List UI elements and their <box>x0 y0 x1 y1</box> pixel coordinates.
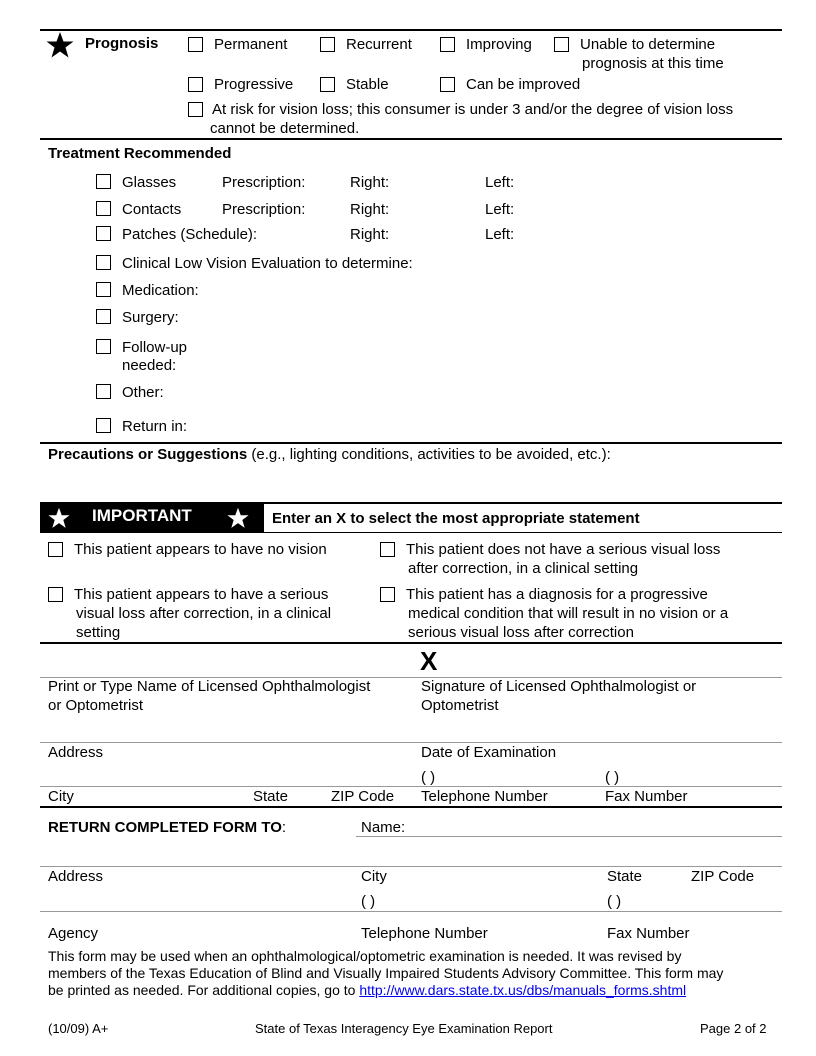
follow-up-label: Follow-up <box>122 339 188 356</box>
form-title: State of Texas Interagency Eye Examination Report <box>255 1021 553 1036</box>
return-form-colon: : <box>281 819 287 836</box>
patches-checkbox[interactable] <box>96 226 111 241</box>
precautions-line <box>48 446 611 464</box>
improving-label: Improving <box>466 36 532 53</box>
contacts-checkbox[interactable] <box>96 201 111 216</box>
star-icon <box>45 31 75 59</box>
recurrent-checkbox[interactable] <box>320 37 335 52</box>
no-serious-loss-label-2: after correction, in a clinical setting <box>408 560 639 577</box>
progressive-checkbox[interactable] <box>188 77 203 92</box>
footer-note-line2: members of the Texas Education of Blind and Visually Impaired Students Advisory Committee. This form may <box>48 965 724 981</box>
return-name-label: Name: <box>361 819 406 836</box>
surgery-checkbox[interactable] <box>96 309 111 324</box>
form-version: (10/09) A+ <box>48 1021 109 1036</box>
glasses-label: Glasses <box>122 174 177 191</box>
city-line <box>40 786 782 787</box>
contacts-left-label: Left: <box>485 201 515 218</box>
return-address-label: Address <box>48 868 104 885</box>
return-fax-label: Fax Number <box>607 925 690 942</box>
progressive-label: Progressive <box>214 76 294 93</box>
section-rule <box>40 138 782 140</box>
serious-loss-label: This patient appears to have a serious <box>74 586 329 603</box>
section-rule <box>40 642 782 644</box>
medication-checkbox[interactable] <box>96 282 111 297</box>
return-in-label: Return in: <box>122 418 188 435</box>
progressive-diagnosis-label: This patient has a diagnosis for a progressive <box>406 586 708 603</box>
surgery-label: Surgery: <box>122 309 179 326</box>
footer-note-line3 <box>48 982 686 999</box>
follow-up-label-2: needed: <box>122 357 177 374</box>
serious-loss-checkbox[interactable] <box>48 587 63 602</box>
other-checkbox[interactable] <box>96 384 111 399</box>
patches-left-label: Left: <box>485 226 515 243</box>
fax-label: Fax Number <box>605 788 688 805</box>
star-icon <box>47 507 71 529</box>
important-instruction: Enter an X to select the most appropriate statement <box>272 510 640 527</box>
can-be-improved-label: Can be improved <box>466 76 581 93</box>
telephone-area-code: ( ) <box>421 769 436 786</box>
contacts-prescription-label: Prescription: <box>222 201 306 218</box>
return-name-line <box>356 836 782 837</box>
return-telephone-area-code: ( ) <box>361 893 376 910</box>
treatment-heading: Treatment Recommended <box>48 145 232 162</box>
footer-note-line1: This form may be used when an ophthalmological/optometric examination is needed. It was revised by <box>48 948 682 964</box>
signature-x-mark: X <box>420 646 438 676</box>
return-city-label: City <box>361 868 387 885</box>
state-label: State <box>253 788 289 805</box>
return-address-line <box>40 866 782 867</box>
section-rule <box>40 442 782 444</box>
section-rule <box>40 532 782 533</box>
section-rule <box>40 806 782 808</box>
progressive-diagnosis-checkbox[interactable] <box>380 587 395 602</box>
permanent-checkbox[interactable] <box>188 37 203 52</box>
page-number: Page 2 of 2 <box>700 1021 767 1036</box>
patches-label: Patches (Schedule): <box>122 226 258 243</box>
signature-label-2: Optometrist <box>421 697 499 714</box>
address-line <box>40 742 782 743</box>
address-label: Address <box>48 744 104 761</box>
return-in-checkbox[interactable] <box>96 418 111 433</box>
medication-label: Medication: <box>122 282 199 299</box>
can-be-improved-checkbox[interactable] <box>440 77 455 92</box>
return-state-label: State <box>607 868 643 885</box>
return-form-line <box>48 819 286 837</box>
improving-checkbox[interactable] <box>440 37 455 52</box>
no-vision-label: This patient appears to have no vision <box>74 541 327 558</box>
city-label: City <box>48 788 74 805</box>
glasses-left-label: Left: <box>485 174 515 191</box>
telephone-label: Telephone Number <box>421 788 548 805</box>
print-name-label: Print or Type Name of Licensed Ophthalmologist <box>48 678 371 695</box>
glasses-prescription-label: Prescription: <box>222 174 306 191</box>
glasses-right-label: Right: <box>350 174 390 191</box>
important-banner <box>40 503 264 532</box>
progressive-diagnosis-label-2: medical condition that will result in no vision or a <box>408 605 729 622</box>
other-label: Other: <box>122 384 164 401</box>
clinical-evaluation-label: Clinical Low Vision Evaluation to determine: <box>122 255 413 272</box>
no-serious-loss-label: This patient does not have a serious visual loss <box>406 541 721 558</box>
fax-area-code: ( ) <box>605 769 620 786</box>
at-risk-label-2: cannot be determined. <box>210 120 360 137</box>
recurrent-label: Recurrent <box>346 36 412 53</box>
return-form-label: RETURN COMPLETED FORM TO <box>48 819 282 836</box>
at-risk-checkbox[interactable] <box>188 102 203 117</box>
stable-checkbox[interactable] <box>320 77 335 92</box>
unable-to-determine-checkbox[interactable] <box>554 37 569 52</box>
star-icon <box>226 507 250 529</box>
contacts-right-label: Right: <box>350 201 390 218</box>
stable-label: Stable <box>346 76 389 93</box>
return-zip-label: ZIP Code <box>691 868 755 885</box>
prognosis-label: Prognosis <box>85 35 159 52</box>
date-of-examination-label: Date of Examination <box>421 744 557 761</box>
manuals-forms-link[interactable]: http://www.dars.state.tx.us/dbs/manuals_forms.shtml <box>359 982 687 998</box>
no-serious-loss-checkbox[interactable] <box>380 542 395 557</box>
glasses-checkbox[interactable] <box>96 174 111 189</box>
no-vision-checkbox[interactable] <box>48 542 63 557</box>
print-name-label-2: or Optometrist <box>48 697 144 714</box>
agency-line <box>40 911 782 912</box>
serious-loss-label-2: visual loss after correction, in a clinical <box>76 605 332 622</box>
return-fax-area-code: ( ) <box>607 893 622 910</box>
top-rule <box>40 29 782 31</box>
signature-label: Signature of Licensed Ophthalmologist or <box>421 678 697 695</box>
important-label: IMPORTANT <box>92 506 192 525</box>
precautions-hint: (e.g., lighting conditions, activities to be avoided, etc.): <box>247 446 611 463</box>
permanent-label: Permanent <box>214 36 288 53</box>
unable-to-determine-label: Unable to determine <box>580 36 716 53</box>
precautions-label: Precautions or Suggestions <box>48 446 248 463</box>
progressive-diagnosis-label-3: serious visual loss after correction <box>408 624 634 641</box>
return-telephone-label: Telephone Number <box>361 925 488 942</box>
clinical-evaluation-checkbox[interactable] <box>96 255 111 270</box>
follow-up-checkbox[interactable] <box>96 339 111 354</box>
at-risk-label: At risk for vision loss; this consumer is under 3 and/or the degree of vision loss <box>212 101 734 118</box>
patches-right-label: Right: <box>350 226 390 243</box>
unable-to-determine-label-2: prognosis at this time <box>582 55 724 72</box>
zip-label: ZIP Code <box>331 788 395 805</box>
footer-note-prefix: be printed as needed. For additional copies, go to <box>48 982 360 998</box>
agency-label: Agency <box>48 925 99 942</box>
contacts-label: Contacts <box>122 201 182 218</box>
serious-loss-label-3: setting <box>76 624 121 641</box>
